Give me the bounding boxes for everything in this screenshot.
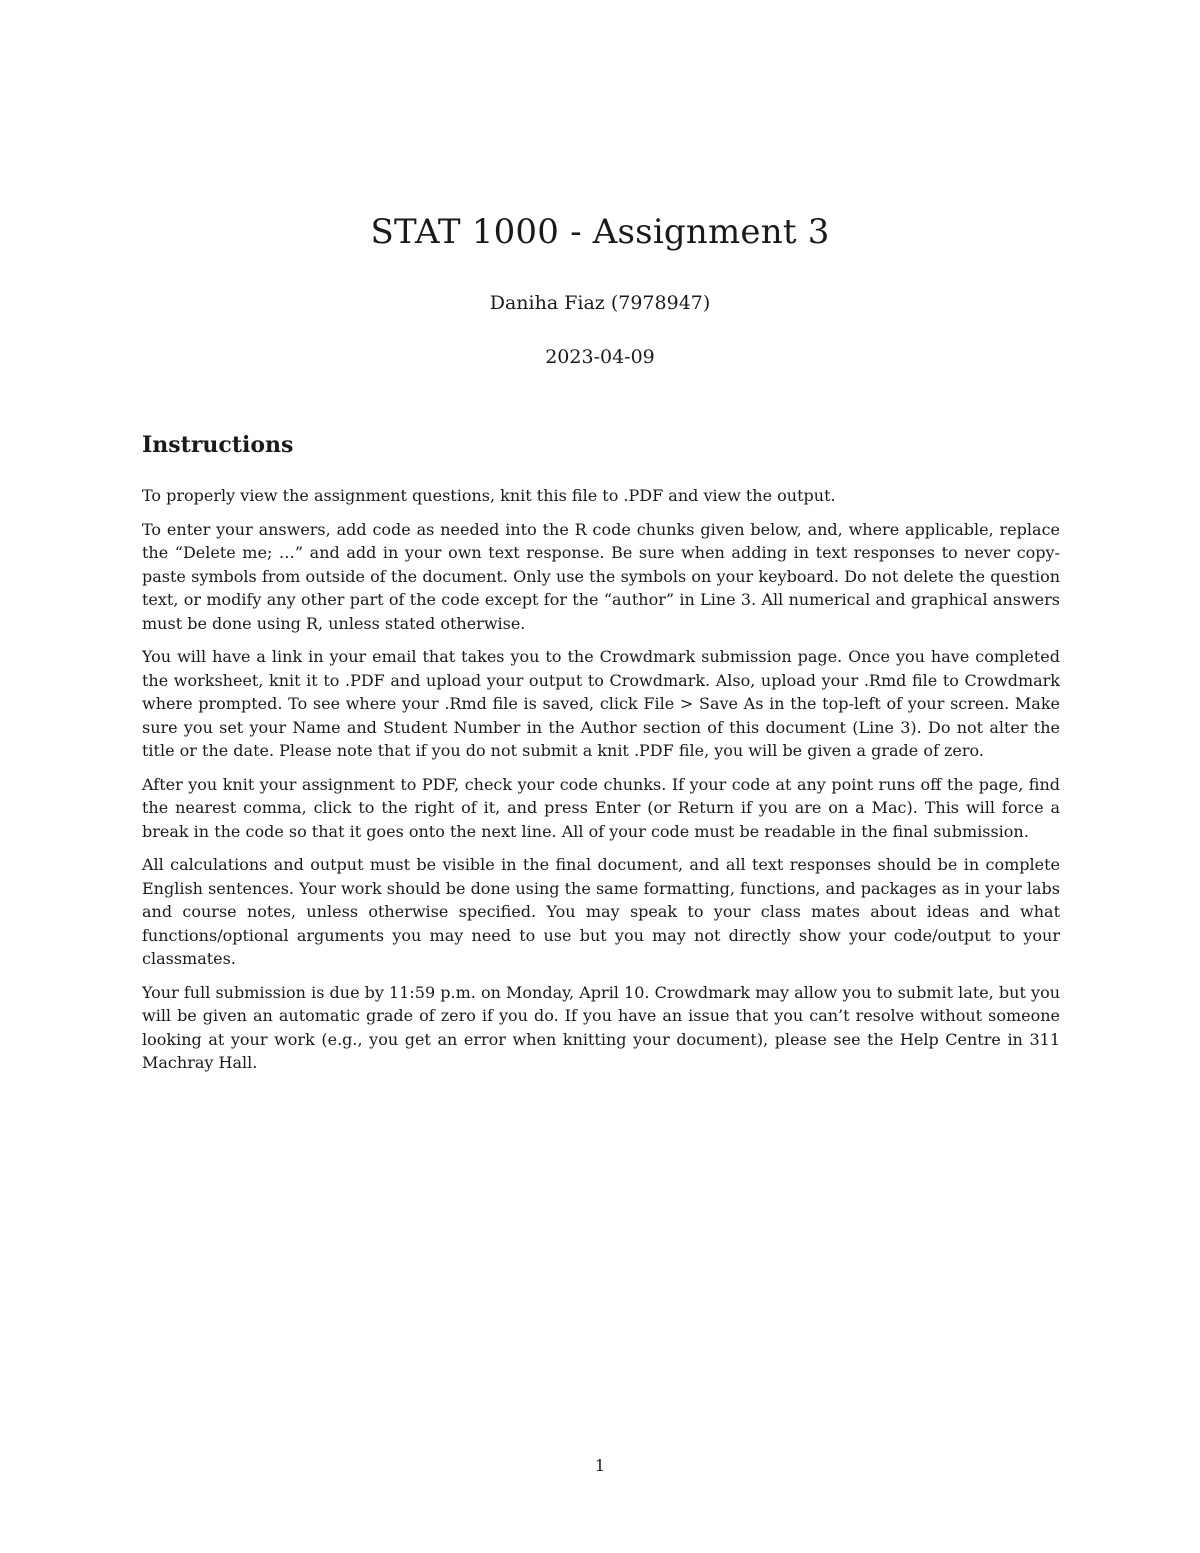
instruction-paragraph-view: To properly view the assignment questions, knit this file to .PDF and view the output. [142, 486, 836, 505]
instructions-body [142, 484, 1060, 1085]
instruction-paragraph-answers: To enter your answers, add code as needed into the R code chunks given below, and, where applicable, replace the “Delete me; …” and add in your own text response. Be sure when adding in text responses to never copy-paste symbols from outside of the document. Only use the symbols on your keyboard. Do not delete the question text, or modify any other part of the code except for the “author” in Line 3. All numerical and graphical answers must be done using R, unless stated otherwise. [142, 519, 1060, 633]
document-date: 2023-04-09 [545, 346, 655, 368]
page-number: 1 [594, 1456, 606, 1475]
section-heading-instructions: Instructions [142, 432, 294, 458]
instruction-paragraph-submission: You will have a link in your email that takes you to the Crowdmark submission page. Once you have completed the worksheet, knit it to .PDF and upload your output to Crowdmark. Also, upload your .Rmd file to Crowdmark where prompted. To see where your .Rmd file is saved, click File > Save As in the top-left of your screen. Make sure you set your Name and Student Number in the Author section of this document (Line 3). Do not alter the title or the date. Please note that if you do not submit a knit .PDF file, you will be given a grade of zero. [142, 647, 1060, 760]
document-author: Daniha Fiaz (7978947) [489, 292, 711, 314]
document-title: STAT 1000 - Assignment 3 [370, 212, 830, 252]
instruction-paragraph-code-chunks: After you knit your assignment to PDF, check your code chunks. If your code at any point runs off the page, find the nearest comma, click to the right of it, and press Enter (or Return if you are on a Mac). This will force a break in the code so that it goes onto the next line. All of your code must be readable in the final submission. [142, 774, 1060, 841]
instruction-paragraph-output: All calculations and output must be visible in the final document, and all text responses should be in complete English sentences. Your work should be done using the same formatting, functions, and packages as in your labs and course notes, unless otherwise specified. You may speak to your class mates about ideas and what functions/optional arguments you may need to use but you may not directly show your code/output to your classmates. [142, 855, 1060, 968]
instruction-paragraph-deadline: Your full submission is due by 11:59 p.m. on Monday, April 10. Crowdmark may allow you to submit late, but you will be given an automatic grade of zero if you do. If you have an issue that you can’t resolve without someone looking at your work (e.g., you get an error when knitting your document), please see the Help Centre in 311 Machray Hall. [142, 982, 1060, 1072]
